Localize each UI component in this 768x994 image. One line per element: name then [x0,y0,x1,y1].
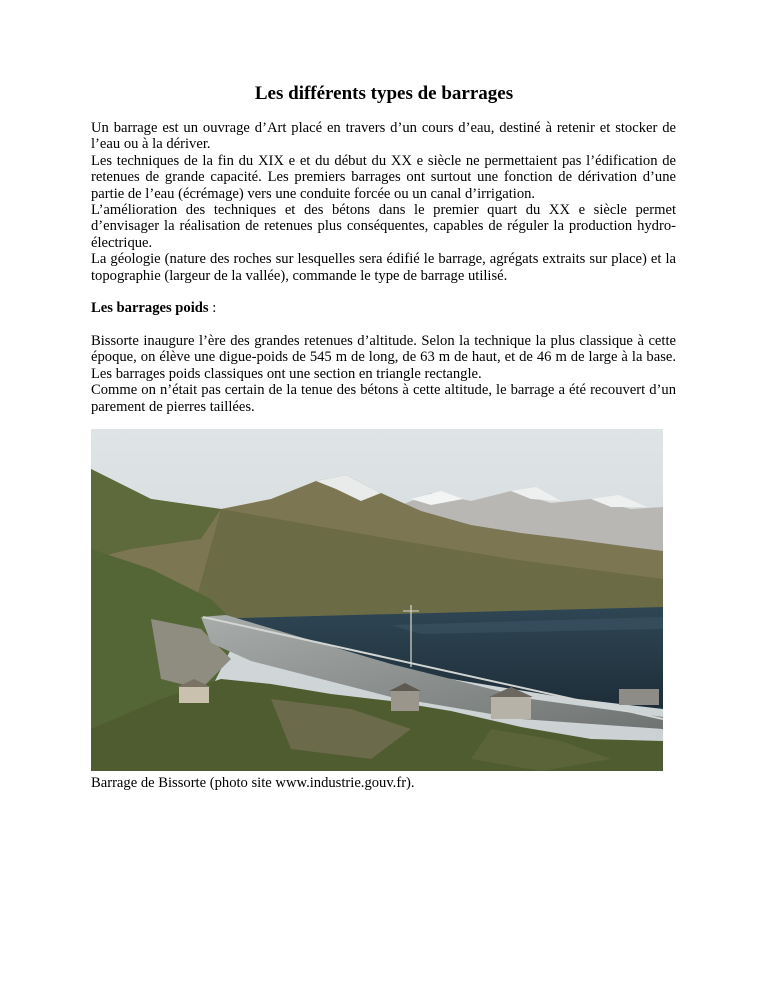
section-text [91,333,676,415]
intro-paragraph: Un barrage est un ouvrage d’Art placé en travers d’un cours d’eau, destiné à retenir et stocker de l’eau ou à la dériver. [91,120,676,153]
page-title: Les différents types de barrages [254,83,514,104]
intro-paragraph: Les techniques de la fin du XIX e et du début du XX e siècle ne permettaient pas l’édification de retenues de grande capacité. Les premiers barrages ont surtout une fonction de dérivation d’une partie de l’eau (écrémage) vers une conduite forcée ou un canal d’irrigation. [91,152,676,202]
photo-caption: Barrage de Bissorte (photo site www.industrie.gouv.fr). [91,775,415,791]
section-heading-text: Les barrages poids [91,300,209,316]
dam-photo [91,429,663,771]
section-paragraph: Bissorte inaugure l’ère des grandes retenues d’altitude. Selon la technique la plus classique à cette époque, on élève une digue-poids de 545 m de long, de 63 m de haut, et de 46 m de large à la base. Les barrages poids classiques ont une section en triangle rectangle. [91,333,676,382]
section-paragraph: Comme on n’était pas certain de la tenue des bétons à cette altitude, le barrage a été recouvert d’un parement de pierres taillées. [91,382,676,415]
intro-paragraph: La géologie (nature des roches sur lesquelles sera édifié le barrage, agrégats extraits sur place) et la topographie (largeur de la vallée), commande le type de barrage utilisé. [91,251,676,284]
intro-paragraph: L’amélioration des techniques et des bétons dans le premier quart du XX e siècle permet d’envisager la réalisation de retenues plus conséquentes, capables de réguler la production hydro-électrique. [91,202,676,251]
section-heading [91,300,216,316]
intro-text [91,120,676,284]
section-heading-suffix: : [208,300,217,316]
